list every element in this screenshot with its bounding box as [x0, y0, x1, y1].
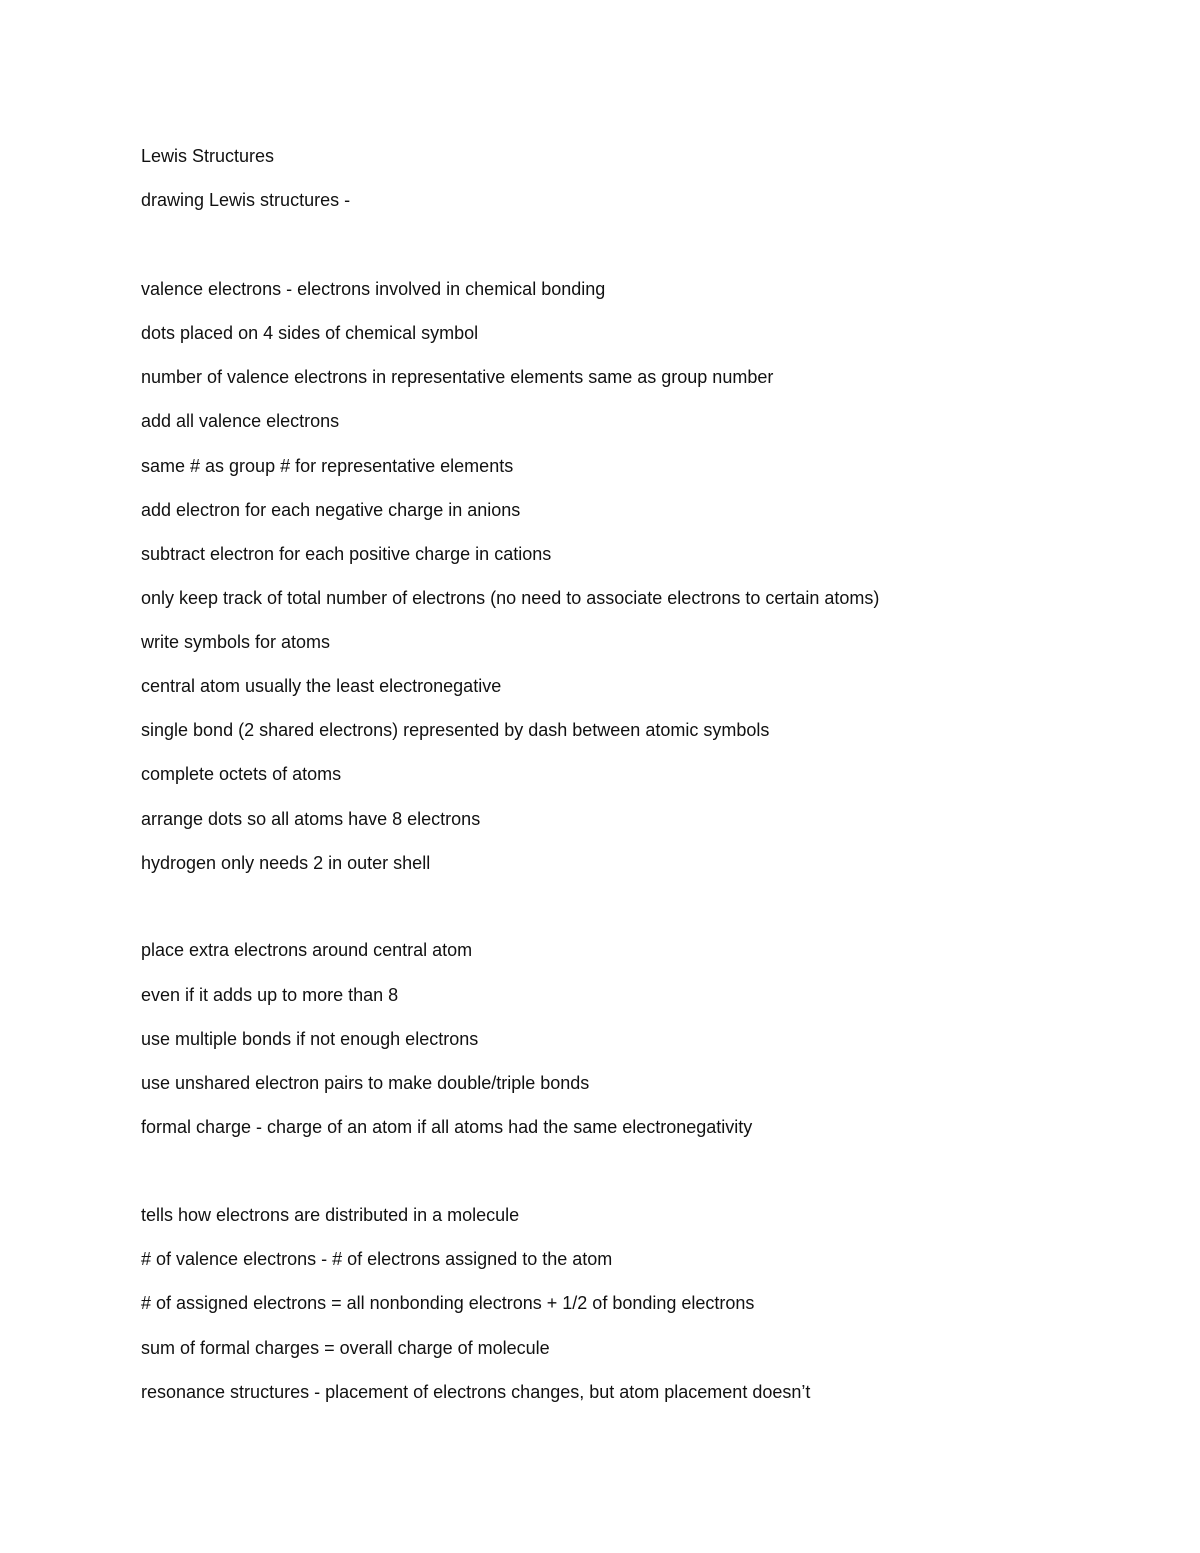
document-line: drawing Lewis structures - — [141, 190, 351, 210]
document-line: number of valence electrons in representative elements same as group number — [141, 367, 774, 387]
document-line: tells how electrons are distributed in a molecule — [141, 1205, 520, 1225]
document-line: same # as group # for representative elements — [141, 456, 514, 476]
document-line: hydrogen only needs 2 in outer shell — [141, 853, 431, 873]
document-line: valence electrons - electrons involved in chemical bonding — [141, 279, 606, 299]
document-line: place extra electrons around central atom — [141, 940, 473, 960]
document-line: even if it adds up to more than 8 — [141, 985, 399, 1005]
document-line: single bond (2 shared electrons) represented by dash between atomic symbols — [141, 720, 770, 740]
document-line: sum of formal charges = overall charge of molecule — [141, 1338, 550, 1358]
document-line: use multiple bonds if not enough electrons — [141, 1029, 479, 1049]
document-line: dots placed on 4 sides of chemical symbol — [141, 323, 479, 343]
document-line: add electron for each negative charge in anions — [141, 500, 521, 520]
document-line: write symbols for atoms — [141, 632, 331, 652]
document-line: formal charge - charge of an atom if all atoms had the same electronegativity — [141, 1117, 753, 1137]
document-line: add all valence electrons — [141, 411, 340, 431]
document-line: subtract electron for each positive charge in cations — [141, 544, 552, 564]
document-line: arrange dots so all atoms have 8 electrons — [141, 809, 481, 829]
document-title: Lewis Structures — [141, 146, 275, 166]
document-line: complete octets of atoms — [141, 764, 342, 784]
document-line: central atom usually the least electronegative — [141, 676, 502, 696]
document-line: # of assigned electrons = all nonbonding electrons + 1/2 of bonding electrons — [141, 1293, 755, 1313]
document-line: only keep track of total number of electrons (no need to associate electrons to certain atoms) — [141, 588, 880, 608]
document-line: # of valence electrons - # of electrons assigned to the atom — [141, 1249, 613, 1269]
document-line: resonance structures - placement of electrons changes, but atom placement doesn’t — [141, 1382, 811, 1402]
document-line: use unshared electron pairs to make double/triple bonds — [141, 1073, 590, 1093]
